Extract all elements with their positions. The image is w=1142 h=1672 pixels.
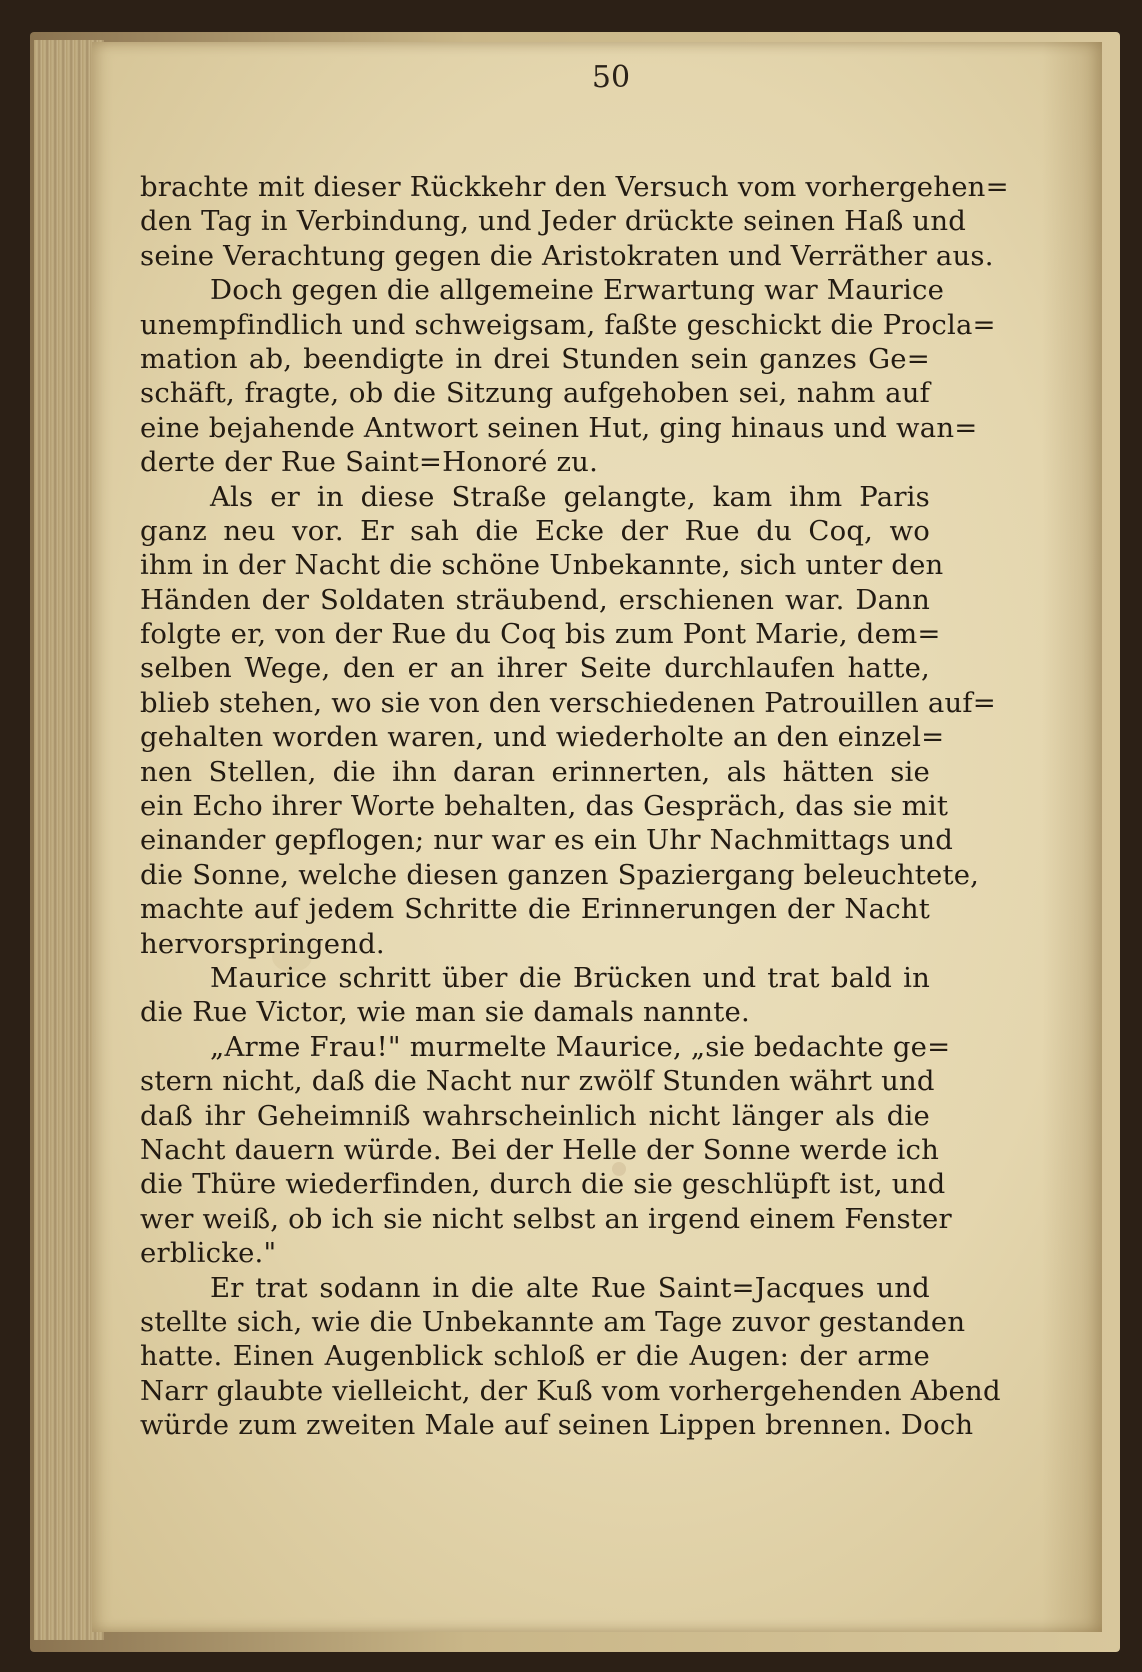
text-line: mation ab, beendigte in drei Stunden sein ganzes Ge= bbox=[140, 342, 930, 375]
text-line: selben Wege, den er an ihrer Seite durchlaufen hatte, bbox=[140, 652, 930, 685]
text-line: ganz neu vor. Er sah die Ecke der Rue du Coq, wo bbox=[140, 514, 930, 547]
text-line: den Tag in Verbindung, und Jeder drückte seinen Haß und bbox=[140, 205, 967, 238]
text-line: machte auf jedem Schritte die Erinnerungen der Nacht bbox=[140, 893, 930, 926]
text-line: Maurice schritt über die Brücken und trat bald in bbox=[210, 961, 930, 994]
text-line: die Sonne, welche diesen ganzen Spaziergang beleuchtete, bbox=[140, 858, 980, 891]
text-line: Als er in diese Straße gelangte, kam ihm Paris bbox=[210, 480, 930, 513]
text-line: „Arme Frau!" murmelte Maurice, „sie bedachte ge= bbox=[210, 1030, 951, 1063]
text-line: ein Echo ihrer Worte behalten, das Gespräch, das sie mit bbox=[140, 790, 949, 823]
text-line: die Rue Victor, wie man sie damals nannte. bbox=[140, 996, 750, 1029]
text-line: unempfindlich und schweigsam, faßte geschickt die Procla= bbox=[140, 308, 996, 341]
text-line: brachte mit dieser Rückkehr den Versuch vom vorhergehen= bbox=[140, 171, 1009, 203]
text-line: gehalten worden waren, und wiederholte an den einzel= bbox=[140, 721, 945, 754]
text-line: stern nicht, daß die Nacht nur zwölf Stunden währt und bbox=[140, 1065, 935, 1098]
text-line: die Thüre wiederfinden, durch die sie geschlüpft ist, und bbox=[140, 1168, 946, 1201]
text-line: Er trat sodann in die alte Rue Saint=Jacques und bbox=[210, 1271, 930, 1304]
text-line: Nacht dauern würde. Bei der Helle der Sonne werde ich bbox=[140, 1133, 940, 1166]
text-line: seine Verachtung gegen die Aristokraten und Verräther aus. bbox=[140, 239, 994, 272]
text-line: blieb stehen, wo sie von den verschiedenen Patrouillen auf= bbox=[140, 686, 997, 719]
text-line: Doch gegen die allgemeine Erwartung war Maurice bbox=[210, 274, 945, 307]
text-line: würde zum zweiten Male auf seinen Lippen brennen. Doch bbox=[140, 1409, 974, 1442]
text-line: hervorspringend. bbox=[140, 927, 385, 960]
text-line: erblicke." bbox=[140, 1237, 277, 1270]
body-text bbox=[140, 170, 1009, 1442]
text-line: eine bejahende Antwort seinen Hut, ging hinaus und wan= bbox=[140, 411, 978, 444]
text-line: stellte sich, wie die Unbekannte am Tage zuvor gestanden bbox=[140, 1305, 966, 1338]
text-line: nen Stellen, die ihn daran erinnerten, als hätten sie bbox=[140, 755, 930, 788]
text-line: hatte. Einen Augenblick schloß er die Augen: der arme bbox=[140, 1340, 930, 1373]
text-line: folgte er, von der Rue du Coq bis zum Pont Marie, dem= bbox=[140, 618, 941, 651]
text-line: derte der Rue Saint=Honoré zu. bbox=[140, 446, 599, 479]
text-line: einander gepflogen; nur war es ein Uhr Nachmittags und bbox=[140, 824, 954, 857]
text-line: Händen der Soldaten sträubend, erschienen war. Dann bbox=[140, 583, 930, 616]
text-line: Narr glaubte vielleicht, der Kuß vom vorhergehenden Abend bbox=[140, 1374, 1001, 1407]
text-line: schäft, fragte, ob die Sitzung aufgehoben sei, nahm auf bbox=[140, 377, 930, 410]
text-line: daß ihr Geheimniß wahrscheinlich nicht länger als die bbox=[140, 1099, 930, 1132]
text-line: ihm in der Nacht die schöne Unbekannte, sich unter den bbox=[140, 549, 944, 582]
page-fold-shadow bbox=[1042, 42, 1102, 1632]
text-line: wer weiß, ob ich sie nicht selbst an irgend einem Fenster bbox=[140, 1202, 952, 1235]
page-number: 50 bbox=[591, 60, 631, 95]
